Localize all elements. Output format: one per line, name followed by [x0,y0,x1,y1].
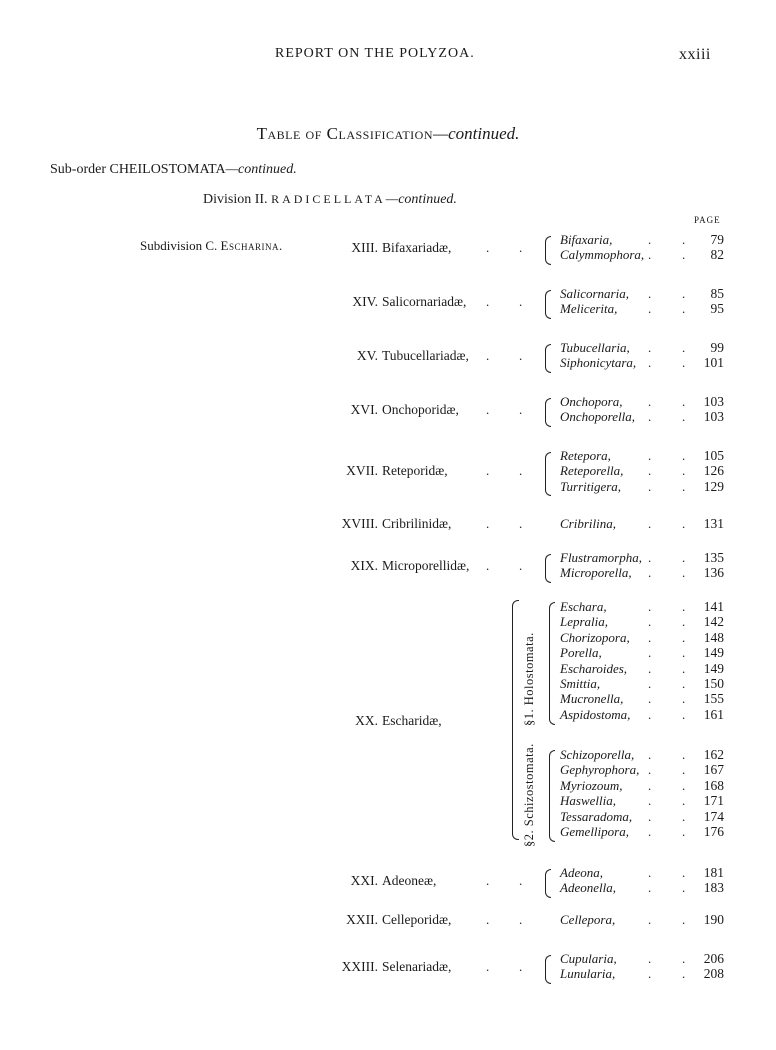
page-number: xxiii [679,46,711,63]
page-ref: 148 [703,629,724,645]
leader-dot: . [648,865,652,880]
suborder-text: Sub-order CHEILOSTOMATA [50,162,226,177]
leader-dot: . [486,401,490,417]
genus-name: Myriozoum, [560,777,623,793]
leader-dot: . [682,516,686,531]
leader-dot: . [682,966,686,982]
page-ref: 176 [703,824,724,839]
leader-dot: . [648,793,652,809]
leader-dot: . [682,747,686,762]
leader-dot: . [486,239,490,255]
genus-name: Tessaradoma, [560,808,633,824]
leader-dot: . [486,912,490,927]
genus-name: Bifaxaria, [560,232,613,247]
genus-name: Gemellipora, [560,824,629,839]
page-ref: 79 [710,232,724,247]
leader-dot: . [648,409,652,425]
family-bracket [512,600,519,840]
table-title-main: Table of Classification [256,124,433,143]
genus-name: Lepralia, [560,614,609,630]
family-name: Escharidæ, [382,713,442,728]
leader-dot: . [648,340,652,355]
leader-dot: . [486,958,490,974]
table-title [0,124,776,144]
leader-dot: . [519,912,523,927]
genera-brace [545,452,551,496]
page-ref: 174 [703,808,724,824]
page-column-heading: PAGE [694,215,721,225]
leader-dot: . [648,629,652,645]
group-label: §2. Schizostomata. [522,743,536,848]
family-name: Cribrilinidæ, [382,516,452,531]
page-ref: 208 [703,966,724,982]
genus-name: Adeonella, [560,880,616,896]
family-name: Microporellidæ, [382,557,470,573]
page-ref: 206 [703,951,724,966]
page-ref: 181 [703,865,724,880]
suborder-suffix: —continued. [225,162,297,177]
family-number: XXI. [350,872,378,888]
page-ref: 150 [703,676,724,691]
page-ref: 103 [703,394,724,409]
family-name: Selenariadæ, [382,958,452,974]
leader-dot: . [682,793,686,809]
genera-brace [545,344,551,373]
genera-brace [545,236,551,265]
genera-brace [545,398,551,427]
leader-dot: . [648,762,652,778]
genus-name: Smittia, [560,676,601,691]
leader-dot: . [519,872,523,888]
leader-dot: . [682,247,686,263]
genus-name: Microporella, [560,565,632,581]
genus-name: Cribrilina, [560,516,616,531]
page-ref: 190 [703,912,724,927]
leader-dot: . [648,660,652,676]
genus-name: Gephyrophora, [560,762,640,778]
family-number: XIV. [352,293,378,309]
genus-name: Flustramorpha, [560,550,642,565]
leader-dot: . [682,865,686,880]
genus-name: Tubucellaria, [560,340,630,355]
leader-dot: . [682,676,686,691]
page-ref: 101 [703,355,724,371]
leader-dot: . [648,516,652,531]
genus-name: Eschara, [560,599,607,614]
page-ref: 149 [703,660,724,676]
family-name: Salicornariadæ, [382,293,467,309]
genus-name: Onchopora, [560,394,623,409]
leader-dot: . [519,239,523,255]
group-bracket [549,750,555,842]
subdivision-prefix: Subdivision C. [140,238,218,253]
leader-dot: . [648,565,652,581]
genus-name: Schizoporella, [560,747,635,762]
page-ref: 103 [703,409,724,425]
page-ref: 126 [703,463,724,479]
leader-dot: . [682,660,686,676]
page-ref: 168 [703,777,724,793]
leader-dot: . [682,463,686,479]
leader-dot: . [648,808,652,824]
leader-dot: . [519,347,523,363]
family-number: XV. [356,347,378,363]
genus-name: Turritigera, [560,478,622,494]
leader-dot: . [648,448,652,463]
page-ref: 82 [710,247,724,263]
genus-name: Retepora, [560,448,611,463]
genera-brace [545,290,551,319]
family-name: Reteporidæ, [382,463,448,479]
leader-dot: . [519,557,523,573]
leader-dot: . [519,516,523,531]
genera-brace [545,554,551,583]
page-ref: 95 [710,301,724,317]
leader-dot: . [682,777,686,793]
division-heading [203,192,457,208]
family-name: Celleporidæ, [382,912,452,927]
genus-name: Cellepora, [560,912,616,927]
leader-dot: . [648,747,652,762]
leader-dot: . [682,629,686,645]
leader-dot: . [486,516,490,531]
genera-brace [545,869,551,898]
leader-dot: . [519,293,523,309]
leader-dot: . [648,777,652,793]
leader-dot: . [682,301,686,317]
leader-dot: . [682,232,686,247]
leader-dot: . [648,301,652,317]
family-number: XXIII. [341,958,378,974]
leader-dot: . [486,557,490,573]
genus-name: Mucronella, [560,691,624,707]
page-ref: 135 [703,550,724,565]
family-number: XXII. [346,912,378,927]
leader-dot: . [682,448,686,463]
family-number: XIII. [351,239,378,255]
genus-name: Aspidostoma, [560,706,631,722]
leader-dot: . [682,645,686,661]
page-ref: 162 [703,747,724,762]
leader-dot: . [682,691,686,707]
subdivision-heading [140,238,283,254]
family-number: XX. [355,713,378,728]
leader-dot: . [682,912,686,927]
leader-dot: . [519,463,523,479]
leader-dot: . [682,599,686,614]
family-number: XVII. [346,463,378,479]
leader-dot: . [648,824,652,839]
leader-dot: . [682,880,686,896]
leader-dot: . [486,463,490,479]
leader-dot: . [648,478,652,494]
page-ref: 141 [703,599,724,614]
page-ref: 131 [703,516,724,531]
suborder-heading [50,162,297,178]
leader-dot: . [648,550,652,565]
leader-dot: . [682,565,686,581]
page-ref: 161 [703,706,724,722]
family-name: Adeoneæ, [382,872,437,888]
group-label: §1. Holostomata. [522,632,536,727]
leader-dot: . [486,872,490,888]
genus-name: Siphonicytara, [560,355,637,371]
leader-dot: . [648,912,652,927]
leader-dot: . [519,401,523,417]
leader-dot: . [682,762,686,778]
page-ref: 85 [710,286,724,301]
family-name: Onchoporidæ, [382,401,459,417]
leader-dot: . [648,232,652,247]
leader-dot: . [682,286,686,301]
family-number: XVI. [350,401,378,417]
genus-name: Melicerita, [560,301,618,317]
leader-dot: . [648,463,652,479]
leader-dot: . [519,958,523,974]
group-bracket [549,602,555,725]
page-ref: 149 [703,645,724,661]
leader-dot: . [682,706,686,722]
leader-dot: . [648,599,652,614]
leader-dot: . [648,706,652,722]
leader-dot: . [648,355,652,371]
page-ref: 171 [703,793,724,809]
leader-dot: . [648,691,652,707]
leader-dot: . [682,340,686,355]
leader-dot: . [648,394,652,409]
genus-name: Porella, [560,645,602,661]
genus-name: Adeona, [560,865,603,880]
division-name: RADICELLATA [271,192,386,206]
leader-dot: . [682,394,686,409]
genus-name: Cupularia, [560,951,617,966]
leader-dot: . [682,951,686,966]
page-ref: 183 [703,880,724,896]
leader-dot: . [682,550,686,565]
family-name: Tubucellariadæ, [382,347,469,363]
leader-dot: . [486,293,490,309]
leader-dot: . [648,951,652,966]
leader-dot: . [682,614,686,630]
leader-dot: . [682,409,686,425]
family-number: XVIII. [341,516,378,531]
leader-dot: . [648,614,652,630]
genus-name: Salicornaria, [560,286,629,301]
leader-dot: . [682,824,686,839]
table-title-suffix: —continued. [433,124,520,143]
leader-dot: . [486,347,490,363]
genus-name: Lunularia, [560,966,616,982]
page-ref: 105 [703,448,724,463]
family-name: Bifaxariadæ, [382,239,452,255]
genus-name: Onchoporella, [560,409,635,425]
running-title: REPORT ON THE POLYZOA. [275,46,475,61]
leader-dot: . [648,286,652,301]
page-ref: 136 [703,565,724,581]
page-ref: 155 [703,691,724,707]
leader-dot: . [648,676,652,691]
leader-dot: . [648,247,652,263]
page-ref: 99 [710,340,724,355]
leader-dot: . [682,355,686,371]
leader-dot: . [648,880,652,896]
genera-brace [545,955,551,984]
division-suffix: —continued. [385,192,457,207]
leader-dot: . [682,478,686,494]
genus-name: Haswellia, [560,793,616,809]
genus-name: Chorizopora, [560,629,630,645]
page-ref: 142 [703,614,724,630]
genus-name: Reteporella, [560,463,624,479]
genus-name: Calymmophora, [560,247,645,263]
family-number: XIX. [350,557,378,573]
leader-dot: . [648,645,652,661]
genus-name: Escharoides, [560,660,628,676]
page-ref: 167 [703,762,724,778]
leader-dot: . [682,808,686,824]
subdivision-name: Escharina. [220,238,283,253]
page-ref: 129 [703,478,724,494]
leader-dot: . [648,966,652,982]
division-prefix: Division II. [203,192,268,207]
